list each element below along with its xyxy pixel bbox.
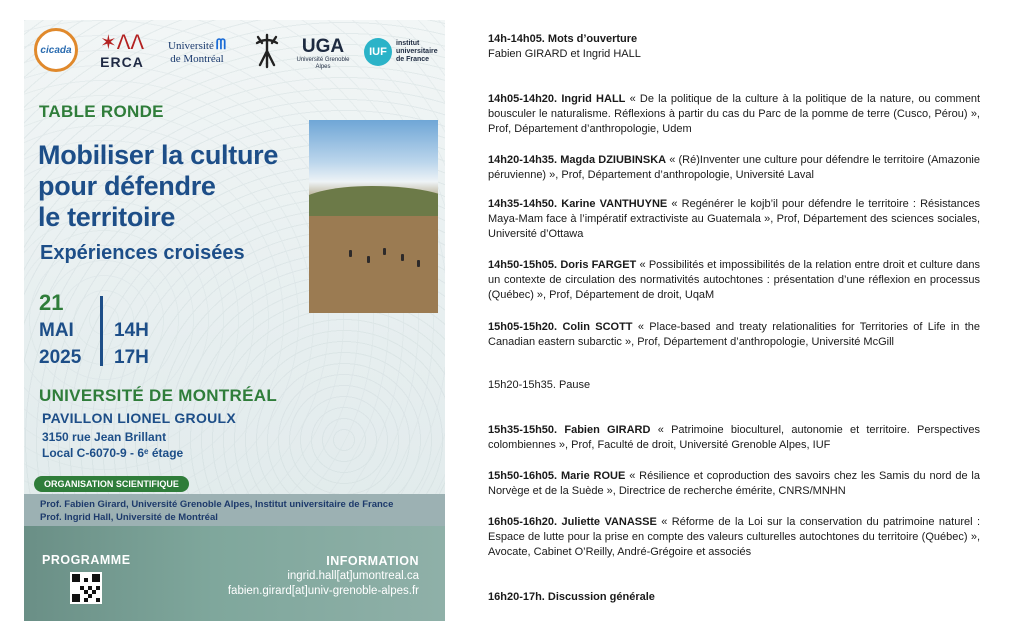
date-day: 21 xyxy=(39,290,64,315)
date-year: 2025 xyxy=(39,347,82,368)
uga-logo-subtext: Université Grenoble Alpes xyxy=(296,57,350,70)
program-entry xyxy=(488,423,980,453)
venue-room: Local C-6070-9 - 6ᵉ étage xyxy=(42,446,184,460)
photo-person xyxy=(367,256,370,263)
program-entry xyxy=(488,515,980,560)
cicada-logo xyxy=(34,28,78,72)
erca-logo-text: ERCA xyxy=(100,54,144,70)
entry-speaker: Colin SCOTT xyxy=(562,321,633,333)
entry-time: 14h05-14h20. xyxy=(488,93,558,105)
program-entry xyxy=(488,258,980,303)
entry-time: 14h-14h05. Mots d’ouverture xyxy=(488,33,638,45)
entry-text: « Place-based and treaty relationalities for Territories of Life in the Canadian eastern subarctic », Prof, Département d’anthropologie, Université McGill xyxy=(488,321,981,348)
udem-logo-line1: Université xyxy=(168,39,214,52)
entry-text: « Possibilités et impossibilités de la relation entre droit et culture dans un contexte de circulation des normativités autochtones : présentation d’une réflexion en processus (Québec) », Prof, Département de droit, UqaM xyxy=(488,259,980,301)
iuf-logo-text-2: universitaire xyxy=(396,48,438,55)
program-entry xyxy=(488,153,980,183)
event-subtitle: Expériences croisées xyxy=(40,242,245,264)
event-title-line3: le territoire xyxy=(38,202,176,232)
iuf-logo xyxy=(364,32,442,72)
entry-speaker: Karine VANTHUYNE xyxy=(561,198,668,210)
program-entry xyxy=(488,320,980,350)
program-entry xyxy=(488,92,980,137)
program-entry xyxy=(488,469,980,499)
program-entry-pause xyxy=(488,378,980,393)
information-label: INFORMATION xyxy=(326,554,419,568)
entry-time: 14h50-15h05. xyxy=(488,259,558,271)
entry-text: « Résilience et coproduction des savoirs chez les Samis du nord de la Norvège et de la Suède », Directrice de recherche émérite, CNRS/MNHN xyxy=(488,470,980,497)
date-month: MAI xyxy=(39,320,74,341)
entry-text: « Réforme de la Loi sur la conservation du patrimoine naturel : Espace de lutte pour la prise en compte des valeurs culturelles autochtones du territoire (Québec) », Avocate, Cabinet O’Reilly, André-Grégoire et associés xyxy=(488,516,981,558)
event-title-line2: pour défendre xyxy=(38,171,216,201)
udem-mark-icon: ᗰ xyxy=(215,37,226,53)
date-divider xyxy=(100,296,103,366)
event-title xyxy=(38,140,318,233)
event-title-line1: Mobiliser la culture xyxy=(38,140,279,170)
program-entry xyxy=(488,32,980,62)
iuf-logo-text-1: institut xyxy=(396,40,420,47)
event-kicker: TABLE RONDE xyxy=(39,102,164,121)
entry-speaker: Juliette VANASSE xyxy=(561,516,657,528)
venue-university: UNIVERSITÉ DE MONTRÉAL xyxy=(39,386,278,405)
entry-time: 14h35-14h50. xyxy=(488,198,558,210)
entry-text: 15h20-15h35. Pause xyxy=(488,379,591,391)
event-poster xyxy=(24,20,445,621)
entry-time: 14h20-14h35. xyxy=(488,154,558,166)
entry-speaker: Fabien GIRARD xyxy=(564,424,651,436)
entry-speaker: Doris FARGET xyxy=(560,259,637,271)
partner-logos xyxy=(30,26,439,88)
entry-text: « (Ré)Inventer une culture pour défendre le territoire (Amazonie péruvienne) », Prof, Département d’anthropologie, Université Laval xyxy=(488,154,980,181)
photo-person xyxy=(401,254,404,261)
entry-time: 16h20-17h. Discussion générale xyxy=(488,591,655,603)
landscape-photo xyxy=(309,120,438,313)
programme-label: PROGRAMME xyxy=(42,553,131,567)
iuf-logo-mark: IUF xyxy=(364,38,392,66)
udem-logo xyxy=(156,34,238,70)
entry-time: 15h50-16h05. xyxy=(488,470,558,482)
entry-text: « Patrimoine bioculturel, autonomie et territoire. Perspectives colombiennes », Prof, Faculté de droit, Université Grenoble Alpes, IUF xyxy=(488,424,980,451)
photo-person xyxy=(383,248,386,255)
program-entry xyxy=(488,197,980,242)
entry-time: 15h35-15h50. xyxy=(488,424,558,436)
entry-speaker: Ingrid HALL xyxy=(561,93,626,105)
erca-mark-icon: ✶ᐱᐱ xyxy=(99,32,145,54)
entry-time: 16h05-16h20. xyxy=(488,516,558,528)
entry-speaker: Marie ROUE xyxy=(560,470,626,482)
organiser-1: Prof. Fabien Girard, Université Grenoble Alpes, Institut universitaire de France xyxy=(40,499,394,510)
contact-email-1[interactable]: ingrid.hall[at]umontreal.ca xyxy=(287,570,419,582)
udem-logo-line2: de Montréal xyxy=(170,52,224,65)
program-entry-discussion xyxy=(488,590,980,605)
photo-person xyxy=(349,250,352,257)
entry-text: « Regénérer le kojb’il pour défendre le territoire : Résistances Maya-Mam face à l’impératif extractiviste au Guatemala », Prof, Département des sciences sociales, Université d’Ottawa xyxy=(488,198,980,240)
entry-time: 15h05-15h20. xyxy=(488,321,558,333)
entry-text: « De la politique de la culture à la politique de la nature, ou comment bousculer le naturalisme. Réflexions à partir du cas du Parc de la pomme de terre (Cusco, Pérou) », Prof, Département d’anthropologie, Udem xyxy=(488,93,980,135)
time-end: 17H xyxy=(114,347,149,368)
erca-logo xyxy=(96,28,148,74)
uga-logo-text: UGA xyxy=(301,36,345,57)
venue-pavilion: PAVILLON LIONEL GROULX xyxy=(42,410,237,426)
time-start: 14H xyxy=(114,320,149,341)
entry-speaker: Magda DZIUBINSKA xyxy=(560,154,667,166)
figure-logo-icon xyxy=(252,30,282,72)
organiser-2: Prof. Ingrid Hall, Université de Montréal xyxy=(40,512,218,523)
photo-person xyxy=(417,260,420,267)
cicada-logo-text: cicada xyxy=(40,44,72,56)
iuf-logo-text-3: de France xyxy=(396,56,430,63)
organisation-badge: ORGANISATION SCIENTIFIQUE xyxy=(34,476,189,492)
uga-logo xyxy=(292,32,354,76)
qr-code-icon[interactable] xyxy=(70,572,102,604)
entry-text: Fabien GIRARD et Ingrid HALL xyxy=(488,48,641,60)
venue-address: 3150 rue Jean Brillant xyxy=(42,430,167,444)
contact-email-2[interactable]: fabien.girard[at]univ-grenoble-alpes.fr xyxy=(227,585,419,597)
